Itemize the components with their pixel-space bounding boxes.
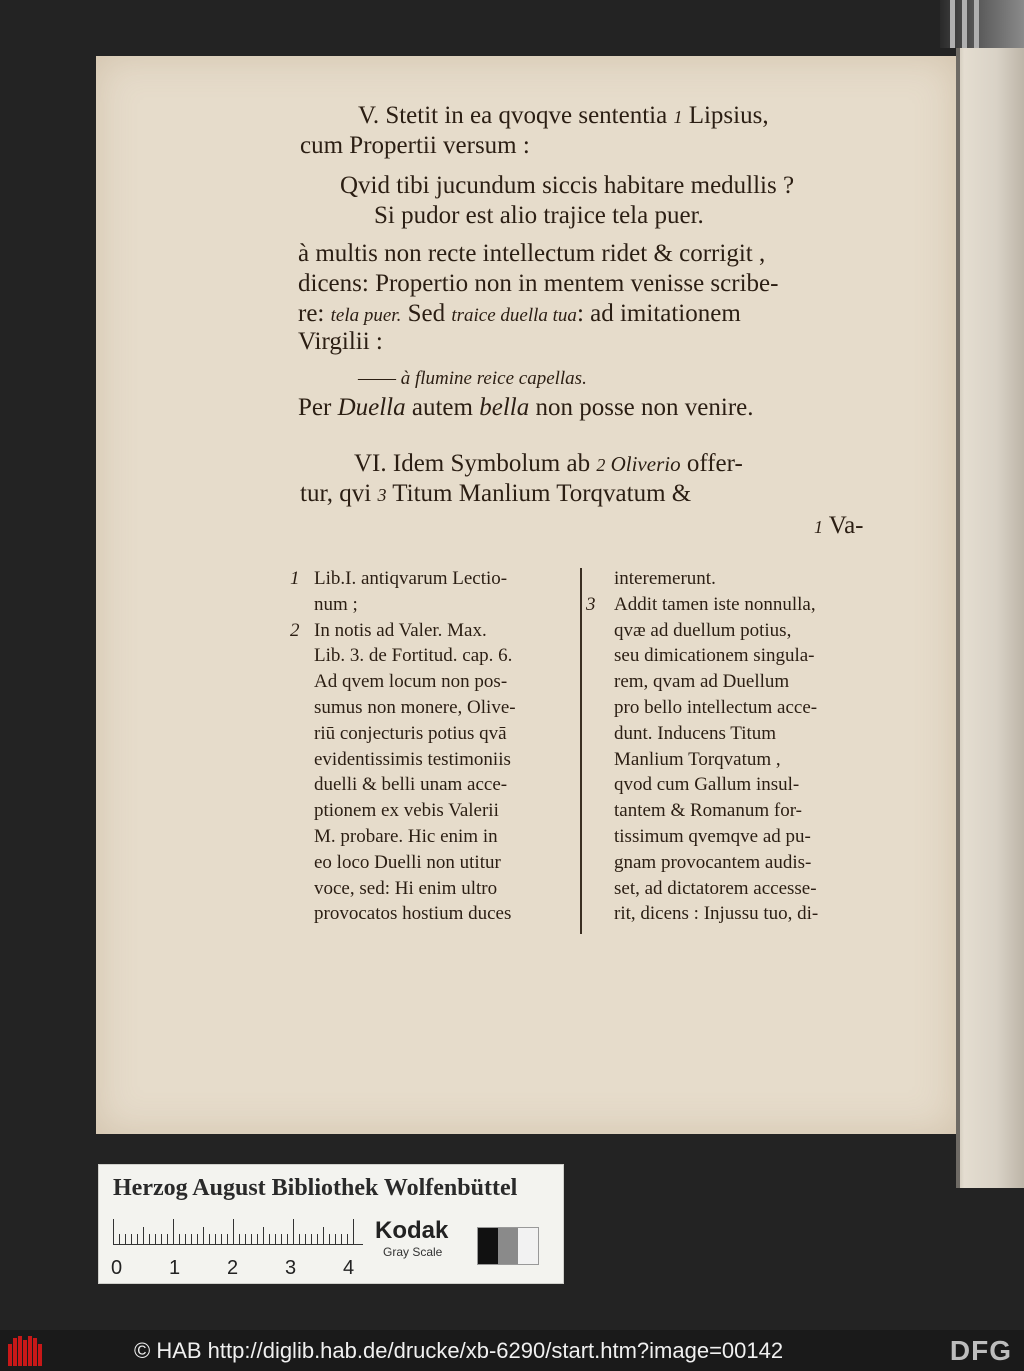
ruler-tick [335, 1234, 336, 1245]
swatch-white [518, 1228, 538, 1264]
library-title: Herzog August Bibliothek Wolfenbüttel [113, 1175, 518, 1201]
footnote-line [586, 723, 776, 745]
swatch-black [478, 1228, 498, 1264]
footnote-line [290, 800, 499, 822]
footnote-line [290, 645, 512, 667]
ruler-tick [341, 1234, 342, 1245]
ruler-tick [185, 1234, 186, 1245]
footnote-text: Manlium Torqvatum , [614, 748, 781, 770]
footnote-text: gnam provocantem audis- [614, 851, 812, 873]
footnote-text: duelli & belli unam acce- [314, 774, 508, 796]
footnote-text: tantem & Romanum for- [614, 800, 802, 822]
para-v-cont-4: Virgilii : [298, 328, 383, 355]
ruler-tick [149, 1234, 150, 1245]
facing-page-edge [956, 48, 1024, 1188]
footnote-line [290, 826, 498, 848]
footnote-text: Addit tamen iste nonnulla, [614, 593, 816, 615]
ruler-tick [125, 1234, 126, 1245]
ruler-tick [155, 1234, 156, 1245]
footnote-text: riū conjecturis potius qvā [314, 722, 507, 744]
footnote-line [290, 671, 507, 693]
footnote-text: evidentissimis testimoniis [314, 748, 511, 770]
virgil-quote: —— à flumine reice capellas. [358, 368, 587, 389]
ruler-tick [311, 1234, 312, 1245]
footnote-line [586, 749, 781, 771]
ruler [113, 1217, 363, 1245]
footnote-text: interemerunt. [614, 568, 716, 589]
ruler-tick [215, 1234, 216, 1245]
ruler-tick [221, 1234, 222, 1245]
footnote-line [586, 620, 791, 642]
para-vi-line-1: VI. Idem Symbolum ab 2 Oliverio offer- [354, 450, 743, 477]
ruler-tick [263, 1227, 264, 1245]
footnote-text: In notis ad Valer. Max. [314, 619, 487, 641]
footnote-text: dunt. Inducens Titum [614, 722, 777, 744]
ruler-tick [167, 1234, 168, 1245]
ruler-tick [269, 1234, 270, 1245]
ruler-number: 3 [285, 1257, 297, 1279]
ruler-tick [197, 1234, 198, 1245]
swatch-gray [498, 1228, 518, 1264]
column-rule [580, 568, 582, 934]
footnote-text: voce, sed: Hi enim ultro [314, 877, 498, 899]
footnote-text: rem, qvam ad Duellum [614, 671, 790, 693]
footnote-line [290, 594, 358, 616]
ruler-tick [113, 1219, 114, 1245]
ruler-tick [287, 1234, 288, 1245]
footnote-text: pro bello intellectum acce- [614, 697, 818, 718]
footnote-text: Lib.I. antiqvarum Lectio- [314, 568, 508, 589]
footnote-text: rit, dicens : Injussu tuo, di- [614, 903, 819, 925]
verse-line-2: Si pudor est alio trajice tela puer. [374, 202, 704, 229]
book-page [96, 56, 956, 1134]
footnote-line [586, 826, 811, 848]
ruler-tick [239, 1234, 240, 1245]
footnote-text: eo loco Duelli non utitur [314, 851, 501, 873]
footnote-text: ptionem ex vebis Valerii [314, 800, 499, 822]
ruler-tick [161, 1234, 162, 1245]
copyright-link[interactable]: © HAB http://diglib.hab.de/drucke/xb-6290/start.htm?image=00142 [134, 1338, 784, 1363]
footnote-line [586, 852, 811, 874]
footnote-line [290, 903, 511, 925]
ruler-tick [203, 1227, 204, 1245]
ruler-tick [251, 1234, 252, 1245]
para-v-line-2: cum Propertii versum : [300, 132, 530, 159]
footnote-line [586, 594, 816, 616]
footnote-line [586, 645, 815, 667]
footnote-line [586, 774, 799, 796]
footnote-text: provocatos hostium duces [314, 903, 512, 925]
footnote-text: qvod cum Gallum insul- [614, 774, 800, 796]
dfg-logo: DFG [949, 1335, 1012, 1366]
footnote-line [290, 878, 497, 900]
ruler-tick [347, 1234, 348, 1245]
ruler-tick [131, 1234, 132, 1245]
para-v-close: Per Duella autem bella non posse non venire. [298, 394, 754, 421]
ruler-tick [245, 1234, 246, 1245]
ruler-tick [323, 1227, 324, 1245]
para-v-cont-3: re: tela puer. Sed traice duella tua: ad imitationem [298, 300, 741, 327]
ruler-tick [143, 1227, 144, 1245]
para-v-cont-1: à multis non recte intellectum ridet & corrigit , [298, 240, 766, 267]
footnote-text: seu dimicationem singula- [614, 645, 815, 667]
footnote-line [586, 697, 817, 719]
ruler-number: 1 [169, 1257, 181, 1279]
footnote-line [290, 620, 487, 642]
footnote-line [290, 852, 501, 874]
ruler-tick [173, 1219, 174, 1245]
footnote-line [290, 697, 516, 719]
ruler-tick [209, 1234, 210, 1245]
ruler-number: 0 [111, 1257, 123, 1279]
gray-scale-label: Gray Scale [383, 1245, 443, 1259]
para-v-line-1: V. Stetit in ea qvoqve sententia 1 Lipsius, [358, 102, 769, 129]
ruler-tick [233, 1219, 234, 1245]
ruler-tick [305, 1234, 306, 1245]
footnote-text: M. probare. Hic enim in [314, 826, 498, 847]
ruler-tick [119, 1234, 120, 1245]
ruler-number: 2 [227, 1257, 239, 1279]
footnote-line [290, 749, 511, 771]
footnote-text: set, ad dictatorem accesse- [614, 877, 817, 899]
ruler-tick [137, 1234, 138, 1245]
footnote-line [290, 568, 507, 590]
ruler-tick [281, 1234, 282, 1245]
ruler-tick [353, 1219, 354, 1245]
scale-target [98, 1164, 564, 1284]
catchword: 1 Va- [814, 512, 864, 539]
ruler-tick [299, 1234, 300, 1245]
footnote-line [290, 723, 507, 745]
footnote-text: sumus non monere, Olive- [314, 697, 516, 718]
footnote-line [586, 568, 716, 590]
para-v-cont-2: dicens: Propertio non in mentem venisse scribe- [298, 270, 779, 297]
ruler-tick [275, 1234, 276, 1245]
gray-swatches [477, 1227, 539, 1265]
footnote-text: Lib. 3. de Fortitud. cap. 6. [314, 645, 513, 667]
footnote-text: qvæ ad duellum potius, [614, 619, 792, 641]
footnote-line [586, 878, 817, 900]
footnote-text: Ad qvem locum non pos- [314, 671, 508, 693]
footnote-mark: 3 [586, 593, 596, 615]
hab-logo-icon [8, 1336, 46, 1366]
footnote-line [586, 800, 802, 822]
footnote-mark: 1 [290, 568, 300, 589]
footnote-line [586, 903, 818, 925]
para-vi-line-2: tur, qvi 3 Titum Manlium Torqvatum & [300, 480, 692, 507]
footnote-line [290, 774, 507, 796]
footer-bar [0, 1330, 1024, 1371]
ruler-tick [191, 1234, 192, 1245]
footnote-mark: 2 [290, 619, 300, 641]
footnote-text: num ; [314, 593, 358, 615]
footnote-text: tissimum qvemqve ad pu- [614, 826, 811, 847]
ruler-tick [329, 1234, 330, 1245]
footnote-line [586, 671, 789, 693]
ruler-tick [257, 1234, 258, 1245]
ruler-number: 4 [343, 1257, 355, 1279]
kodak-logo: Kodak [375, 1217, 449, 1244]
ruler-tick [317, 1234, 318, 1245]
ruler-tick [227, 1234, 228, 1245]
verse-line-1: Qvid tibi jucundum siccis habitare medullis ? [340, 172, 795, 199]
ruler-tick [293, 1219, 294, 1245]
ruler-tick [179, 1234, 180, 1245]
binding-edge-top [940, 0, 1024, 48]
